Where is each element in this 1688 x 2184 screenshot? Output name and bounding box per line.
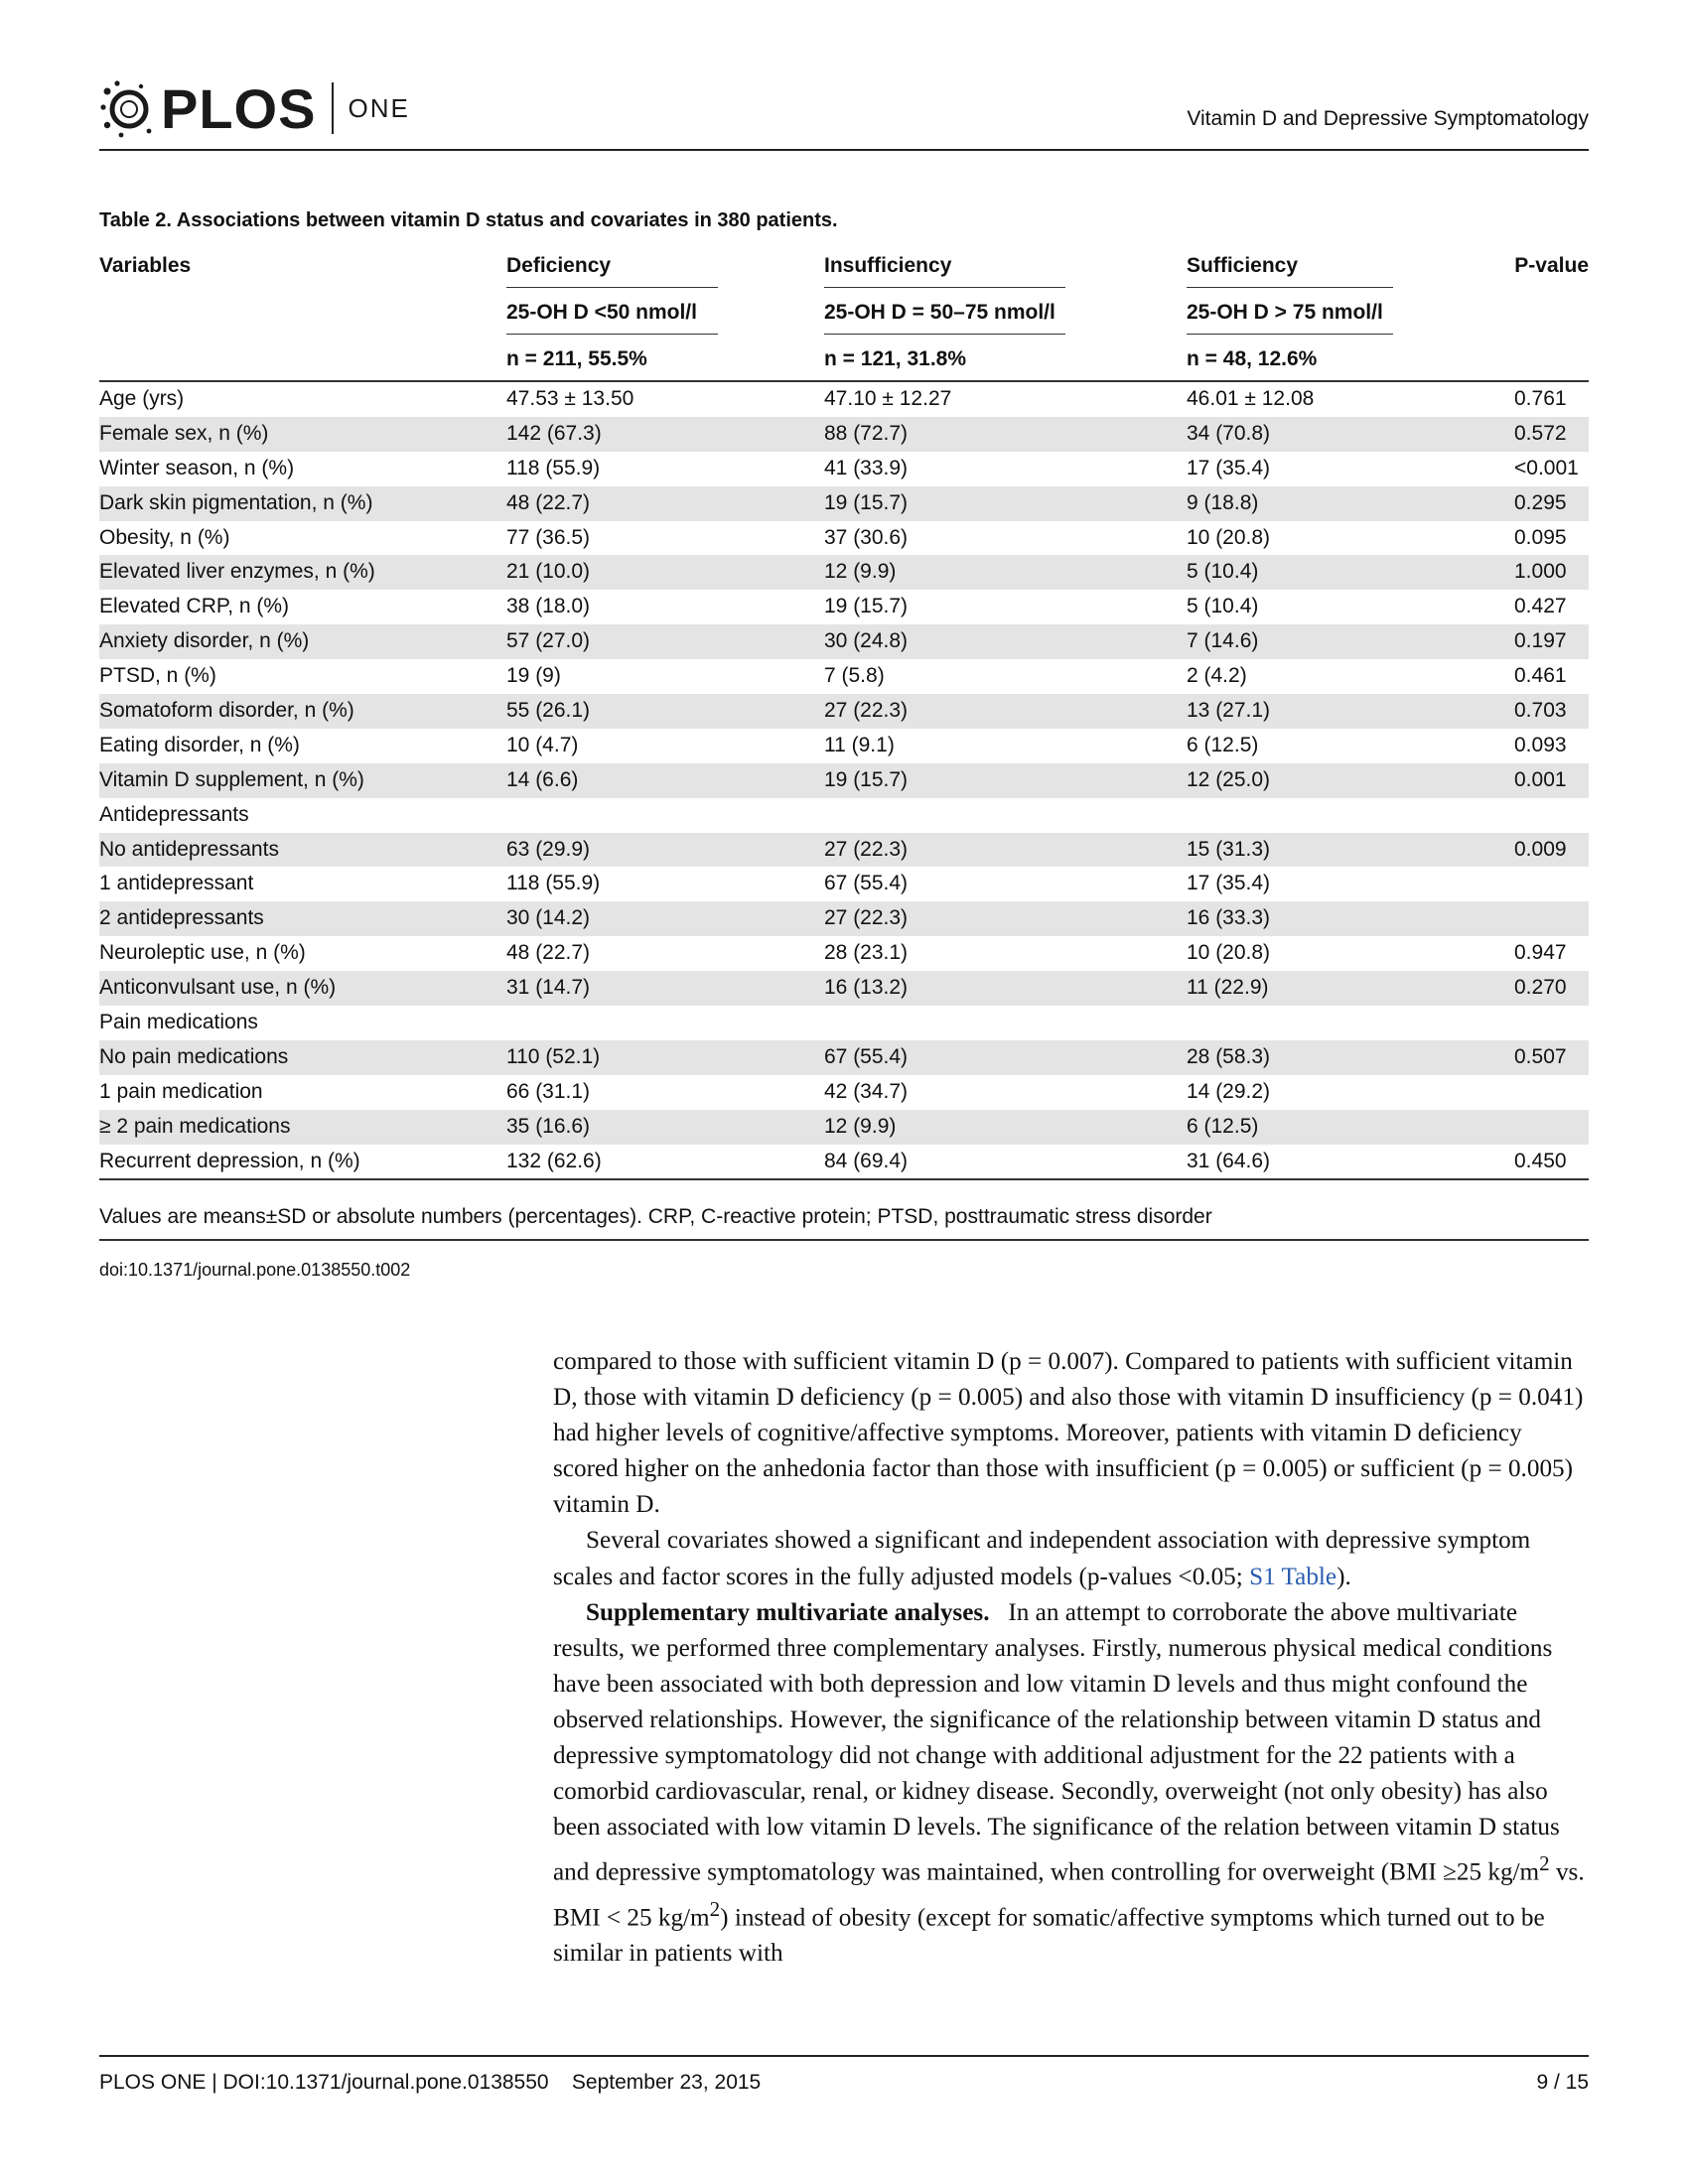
table-footnote: Values are means±SD or absolute numbers (percentages). CRP, C-reactive protein; PTSD, posttraumatic stress disorder [99, 1205, 1212, 1228]
cell-sufficiency: 28 (58.3) [1187, 1044, 1271, 1068]
cell-deficiency: 48 (22.7) [506, 490, 591, 514]
table-row [99, 971, 1589, 1006]
cell-variable: PTSD, n (%) [99, 664, 216, 688]
cell-deficiency: 142 (67.3) [506, 421, 602, 445]
body-text [553, 1344, 1591, 1972]
cell-sufficiency: 9 (18.8) [1187, 490, 1259, 514]
header-sufficiency: Sufficiency [1187, 254, 1299, 277]
cell-deficiency: 30 (14.2) [506, 906, 591, 930]
table-bottom-rule [99, 1178, 1589, 1180]
table-row [99, 659, 1589, 694]
logo-wordmark: PLOS [161, 76, 317, 140]
cell-pvalue: 0.295 [1514, 490, 1567, 514]
footer-rule [99, 2055, 1589, 2057]
cell-sufficiency: 12 (25.0) [1187, 767, 1271, 791]
table-row [99, 555, 1589, 590]
cell-deficiency: 66 (31.1) [506, 1079, 591, 1103]
cell-sufficiency: 34 (70.8) [1187, 421, 1271, 445]
cell-sufficiency: 13 (27.1) [1187, 699, 1271, 723]
cell-variable: Somatoform disorder, n (%) [99, 699, 354, 723]
cell-variable: Winter season, n (%) [99, 456, 295, 479]
cell-deficiency: 118 (55.9) [506, 456, 601, 479]
text-run: ). [1336, 1563, 1351, 1590]
cell-pvalue: 0.093 [1514, 733, 1567, 756]
cell-sufficiency: 16 (33.3) [1187, 906, 1271, 930]
table-row [99, 452, 1589, 486]
running-title: Vitamin D and Depressive Symptomatology [1187, 107, 1589, 130]
cell-insufficiency: 27 (22.3) [824, 699, 909, 723]
cell-pvalue: <0.001 [1514, 456, 1579, 479]
cell-pvalue: 0.450 [1514, 1149, 1567, 1172]
table-row [99, 417, 1589, 452]
cell-insufficiency: 27 (22.3) [824, 837, 909, 861]
cell-variable: 2 antidepressants [99, 906, 264, 930]
cell-deficiency: 57 (27.0) [506, 629, 591, 653]
header-rule [99, 149, 1589, 151]
cell-deficiency: 77 (36.5) [506, 525, 591, 549]
cell-insufficiency: 42 (34.7) [824, 1079, 909, 1103]
cell-variable: Vitamin D supplement, n (%) [99, 767, 364, 791]
superscript: 2 [1539, 1851, 1550, 1876]
cell-pvalue: 0.507 [1514, 1044, 1567, 1068]
table-row [99, 1145, 1589, 1179]
cell-sufficiency: 17 (35.4) [1187, 872, 1271, 895]
cell-variable: 1 pain medication [99, 1079, 263, 1103]
cell-sufficiency: 6 (12.5) [1187, 1114, 1259, 1138]
cell-variable: Antidepressants [99, 802, 249, 826]
header-rule [1187, 287, 1393, 288]
cell-deficiency: 118 (55.9) [506, 872, 601, 895]
table-row [99, 833, 1589, 868]
cell-deficiency: 10 (4.7) [506, 733, 579, 756]
cell-pvalue: 0.427 [1514, 595, 1567, 618]
cell-sufficiency: 2 (4.2) [1187, 664, 1247, 688]
cell-pvalue: 1.000 [1514, 560, 1567, 584]
cell-deficiency: 132 (62.6) [506, 1149, 602, 1172]
table-row [99, 521, 1589, 556]
header-rule [506, 287, 718, 288]
cell-pvalue: 0.572 [1514, 421, 1567, 445]
cell-variable: Elevated liver enzymes, n (%) [99, 560, 375, 584]
table-row [99, 382, 1589, 417]
header-insufficiency: Insufficiency [824, 254, 952, 277]
table-row [99, 624, 1589, 659]
table-row [99, 1075, 1589, 1110]
header-pvalue: P-value [1514, 254, 1589, 277]
table-row [99, 1006, 1589, 1040]
data-table [99, 250, 1589, 1180]
cell-pvalue: 0.197 [1514, 629, 1567, 653]
cell-sufficiency: 7 (14.6) [1187, 629, 1259, 653]
paragraph: compared to those with sufficient vitamin D (p = 0.007). Compared to patients with sufficient vitamin D, those with vitamin D deficiency (p = 0.005) and also those with vitamin D insufficiency (p = 0.041) had higher levels of cognitive/affective symptoms. Moreover, patients with vitamin D deficiency scored higher on the anhedonia factor than those with insufficient (p = 0.005) or sufficient (p = 0.005) vitamin D. [553, 1348, 1584, 1519]
table-row [99, 798, 1589, 833]
cell-sufficiency: 5 (10.4) [1187, 560, 1259, 584]
cell-insufficiency: 7 (5.8) [824, 664, 885, 688]
cell-deficiency: 63 (29.9) [506, 837, 591, 861]
header-insufficiency-range: 25-OH D = 50–75 nmol/l [824, 301, 1055, 324]
cell-sufficiency: 14 (29.2) [1187, 1079, 1271, 1103]
cell-insufficiency: 28 (23.1) [824, 941, 909, 965]
cell-pvalue: 0.761 [1514, 387, 1567, 410]
cell-sufficiency: 10 (20.8) [1187, 941, 1271, 965]
cell-insufficiency: 19 (15.7) [824, 490, 909, 514]
cell-variable: Anticonvulsant use, n (%) [99, 976, 337, 1000]
cell-insufficiency: 30 (24.8) [824, 629, 909, 653]
logo-divider [332, 82, 334, 134]
cell-variable: 1 antidepressant [99, 872, 254, 895]
table-row [99, 694, 1589, 729]
header-rule [1187, 334, 1393, 335]
cell-variable: Elevated CRP, n (%) [99, 595, 290, 618]
section-heading: Supplementary multivariate analyses. [586, 1598, 990, 1626]
cell-deficiency: 19 (9) [506, 664, 561, 688]
text-run: In an attempt to corroborate the above multivariate results, we performed three complementary analyses. Firstly, numerous physical medical conditions have been associated with both depression and low vitamin D levels and thus might confound the observed relationships. However, the significance of the relationship between vitamin D status and depressive symptomatology did not change with additional adjustment for the 22 patients with a comorbid cardiovascular, renal, or kidney disease. Secondly, overweight (not only obesity) has also been associated with low vitamin D levels. The significance of the relation between vitamin D status and depressive symptomatology was maintained, when controlling for overweight (BMI ≥25 kg/m [553, 1598, 1560, 1886]
cell-variable: Age (yrs) [99, 387, 185, 410]
table-doi: doi:10.1371/journal.pone.0138550.t002 [99, 1260, 411, 1280]
cell-variable: Female sex, n (%) [99, 421, 269, 445]
table-row [99, 1040, 1589, 1075]
cell-variable: Neuroleptic use, n (%) [99, 941, 306, 965]
cell-insufficiency: 47.10 ± 12.27 [824, 387, 952, 410]
header-insufficiency-n: n = 121, 31.8% [824, 347, 967, 370]
cell-variable: ≥ 2 pain medications [99, 1114, 291, 1138]
cell-insufficiency: 16 (13.2) [824, 976, 909, 1000]
cell-pvalue: 0.001 [1514, 767, 1567, 791]
header-sufficiency-n: n = 48, 12.6% [1187, 347, 1318, 370]
cell-variable: Pain medications [99, 1011, 258, 1034]
cell-insufficiency: 88 (72.7) [824, 421, 909, 445]
cell-variable: Recurrent depression, n (%) [99, 1149, 360, 1172]
header-rule [824, 334, 1065, 335]
header-deficiency-n: n = 211, 55.5% [506, 347, 647, 370]
cell-insufficiency: 67 (55.4) [824, 1044, 909, 1068]
cell-insufficiency: 41 (33.9) [824, 456, 909, 479]
cell-pvalue: 0.270 [1514, 976, 1567, 1000]
cell-sufficiency: 6 (12.5) [1187, 733, 1259, 756]
table-row [99, 901, 1589, 936]
table-body [99, 382, 1589, 1178]
cell-variable: Obesity, n (%) [99, 525, 230, 549]
table-row [99, 486, 1589, 521]
page-number: 9 / 15 [1536, 2071, 1589, 2094]
paragraph [553, 1523, 1591, 1594]
cell-insufficiency: 27 (22.3) [824, 906, 909, 930]
cell-sufficiency: 10 (20.8) [1187, 525, 1271, 549]
cell-insufficiency: 84 (69.4) [824, 1149, 909, 1172]
cell-sufficiency: 5 (10.4) [1187, 595, 1259, 618]
header-variables: Variables [99, 254, 192, 277]
cell-insufficiency: 37 (30.6) [824, 525, 909, 549]
table-row [99, 590, 1589, 624]
cell-deficiency: 21 (10.0) [506, 560, 591, 584]
cell-pvalue: 0.947 [1514, 941, 1567, 965]
cell-sufficiency: 15 (31.3) [1187, 837, 1271, 861]
cell-pvalue: 0.095 [1514, 525, 1567, 549]
plos-one-logo [99, 73, 410, 143]
text-run: vs. BMI < 25 kg/m [553, 1858, 1585, 1932]
superscript: 2 [709, 1896, 721, 1921]
cell-sufficiency: 11 (22.9) [1187, 976, 1269, 1000]
cell-pvalue: 0.461 [1514, 664, 1567, 688]
cell-sufficiency: 17 (35.4) [1187, 456, 1271, 479]
cell-pvalue: 0.703 [1514, 699, 1567, 723]
s1-table-link[interactable]: S1 Table [1249, 1563, 1337, 1590]
cell-insufficiency: 12 (9.9) [824, 1114, 897, 1138]
cell-variable: No pain medications [99, 1044, 289, 1068]
cell-insufficiency: 12 (9.9) [824, 560, 897, 584]
cell-deficiency: 55 (26.1) [506, 699, 591, 723]
cell-sufficiency: 31 (64.6) [1187, 1149, 1271, 1172]
logo-suffix: ONE [348, 92, 410, 123]
table-row [99, 1110, 1589, 1145]
cell-variable: Anxiety disorder, n (%) [99, 629, 310, 653]
text-run: Several covariates showed a significant and independent association with depressive symptom scales and factor scores in the fully adjusted models (p-values <0.05; [553, 1527, 1531, 1590]
table-row [99, 729, 1589, 763]
footnote-rule [99, 1239, 1589, 1241]
cell-deficiency: 31 (14.7) [506, 976, 591, 1000]
table-caption: Table 2. Associations between vitamin D status and covariates in 380 patients. [99, 209, 838, 231]
cell-deficiency: 110 (52.1) [506, 1044, 601, 1068]
cell-variable: Dark skin pigmentation, n (%) [99, 490, 373, 514]
cell-insufficiency: 19 (15.7) [824, 767, 909, 791]
header-rule [824, 287, 1065, 288]
header-rule [506, 334, 718, 335]
text-run: ) instead of obesity (except for somatic/affective symptoms which turned out to be similar in patients with [553, 1904, 1545, 1968]
cell-insufficiency: 11 (9.1) [824, 733, 895, 756]
header-sufficiency-range: 25-OH D > 75 nmol/l [1187, 301, 1383, 324]
cell-pvalue: 0.009 [1514, 837, 1567, 861]
cell-deficiency: 48 (22.7) [506, 941, 591, 965]
cell-deficiency: 47.53 ± 13.50 [506, 387, 634, 410]
table-row [99, 936, 1589, 971]
table-row [99, 867, 1589, 901]
cell-insufficiency: 67 (55.4) [824, 872, 909, 895]
cell-sufficiency: 46.01 ± 12.08 [1187, 387, 1315, 410]
footer-citation: PLOS ONE | DOI:10.1371/journal.pone.0138550 September 23, 2015 [99, 2071, 762, 2094]
header-deficiency-range: 25-OH D <50 nmol/l [506, 301, 697, 324]
paragraph [553, 1595, 1591, 1973]
cell-insufficiency: 19 (15.7) [824, 595, 909, 618]
table-row [99, 763, 1589, 798]
cell-variable: No antidepressants [99, 837, 279, 861]
cell-deficiency: 38 (18.0) [506, 595, 591, 618]
plos-logo-icon [99, 77, 157, 139]
table-header [99, 250, 1589, 382]
cell-deficiency: 35 (16.6) [506, 1114, 591, 1138]
header-deficiency: Deficiency [506, 254, 612, 277]
cell-variable: Eating disorder, n (%) [99, 733, 300, 756]
cell-deficiency: 14 (6.6) [506, 767, 579, 791]
